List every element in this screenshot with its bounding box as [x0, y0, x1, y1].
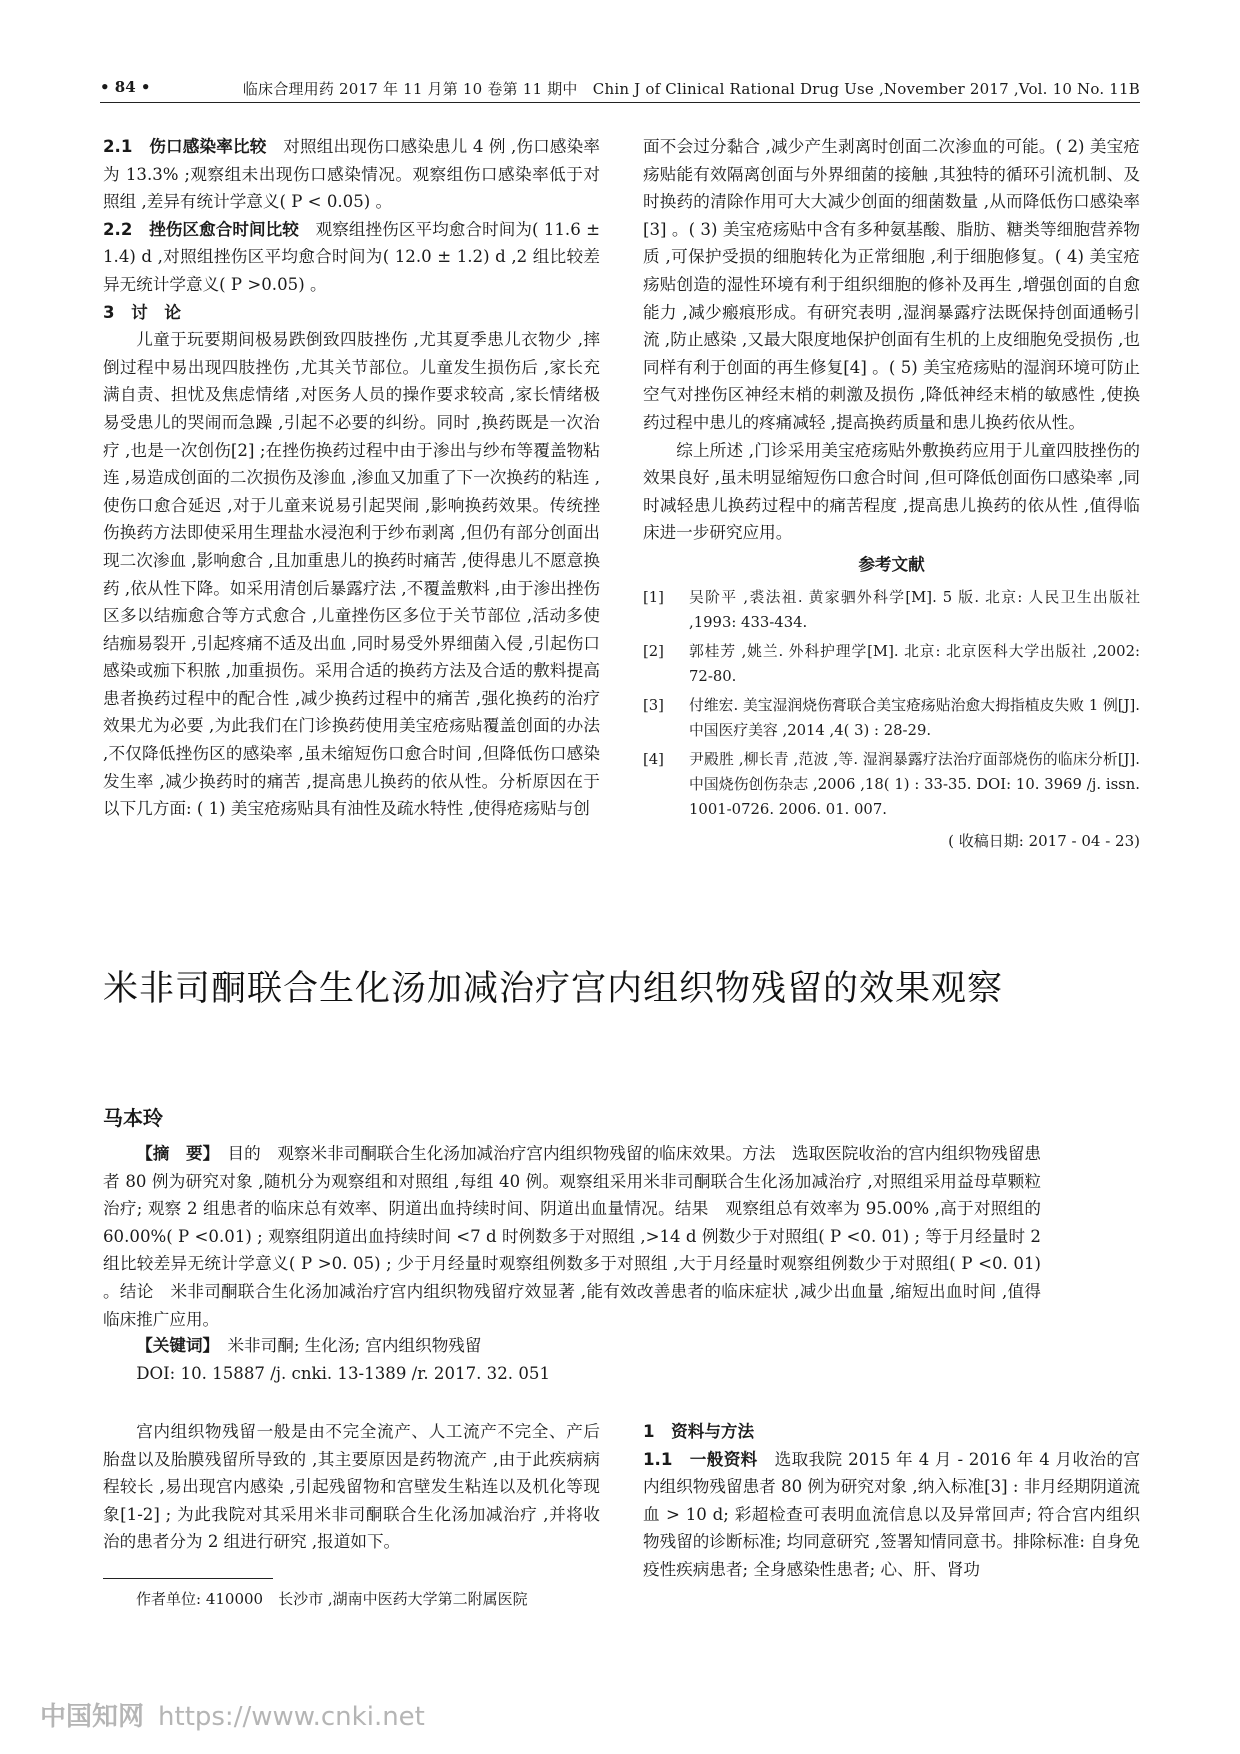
- article-right-column: [643, 1418, 1140, 1584]
- section-2-1-text: 对照组出现伤口感染患儿 4 例 ,伤口感染率为 13.3% ;观察组未出现伤口感染情况。观察组伤口感染率低于对照组 ,差异有统计学意义( P < 0.05) 。: [103, 137, 600, 212]
- cnki-watermark: [40, 1696, 425, 1733]
- reference-number: [3]: [643, 696, 664, 714]
- section-1-1-heading: 1.1 一般资料: [643, 1449, 758, 1469]
- prev-article-left-column: [103, 133, 600, 823]
- keywords-text: 米非司酮; 生化汤; 宫内组织物残留: [227, 1336, 482, 1355]
- reference-list: [643, 585, 1140, 822]
- abstract-text: 目的 观察米非司酮联合生化汤加减治疗宫内组织物残留的临床效果。方法 选取医院收治的宫内组织物残留患者 80 例为研究对象 ,随机分为观察组和对照组 ,每组 40 例。观察组采用米非司酮联合生化汤加减治疗 ,对照组采用益母草颗粒治疗; 观察 2 组患者的临床总有效率、阴道出血持续时间、阴道出血量情况。结果 观察组总有效率为 95.00% ,高于对照组的 60.00%( P <0.01) ; 观察组阴道出血持续时间 <7 d 时例数多于对照组 ,>14 d 例数少于对照组( P <0. 01) ; 等于月经量时 2 组比较差异无统计学意义( P >0. 05) ; 少于月经量时观察组例数多于对照组 ,大于月经量时观察组例数少于对照组( P <0. 01) 。结论 米非司酮联合生化汤加减治疗宫内组织物残留疗效显著 ,能有效改善患者的临床症状 ,减少出血量 ,缩短出血时间 ,值得临床推广应用。: [103, 1144, 1042, 1329]
- intro-paragraph: 宫内组织物残留一般是由不完全流产、人工流产不完全、产后胎盘以及胎膜残留所导致的 ,其主要原因是药物流产 ,由于此疾病病程较长 ,易出现宫内感染 ,引起残留物和宫壁发生粘连以及机化等现象[1-2] ; 为此我院对其采用米非司酮联合生化汤加减治疗 ,并将收治的患者分为 2 组进行研究 ,报道如下。: [103, 1422, 600, 1552]
- received-date: ( 收稿日期: 2017 - 04 - 23): [948, 831, 1140, 850]
- reference-number: [4]: [643, 750, 664, 768]
- header-rule: [100, 102, 1140, 103]
- section-1-1-text: 选取我院 2015 年 4 月 - 2016 年 4 月收治的宫内组织物残留患者 80 例为研究对象 ,纳入标准[3] : 非月经期阴道流血 > 10 d; 彩超检查可表明血流信息以及异常回声; 符合宫内组织物残留的诊断标准; 均同意研究 ,签署知情同意书。排除标准: 自身免疫性疾病患者; 全身感染性患者; 心、肝、肾功: [643, 1449, 1140, 1579]
- cnki-url: https://www.cnki.net: [158, 1702, 425, 1732]
- reference-item: [643, 585, 1140, 635]
- reference-text: 郭桂芳 ,姚兰. 外科护理学[M]. 北京: 北京医科大学出版社 ,2002: 72-80.: [689, 642, 1140, 685]
- conclusion-paragraph: 综上所述 ,门诊采用美宝疮疡贴外敷换药应用于儿童四肢挫伤的效果良好 ,虽未明显缩短伤口愈合时间 ,但可降低创面伤口感染率 ,同时减轻患儿换药过程中的痛苦程度 ,提高患儿换药的依从性 ,值得临床进一步研究应用。: [643, 440, 1140, 543]
- running-header: [100, 78, 1140, 102]
- result-2-2: [103, 216, 600, 299]
- result-2-1: [103, 133, 600, 216]
- reference-number: [1]: [643, 588, 664, 606]
- reference-item: [643, 747, 1140, 822]
- reference-item: [643, 639, 1140, 689]
- section-2-2-text: 观察组挫伤区平均愈合时间为( 11.6 ± 1.4) d ,对照组挫伤区平均愈合时间为( 12.0 ± 1.2) d ,2 组比较差异无统计学意义( P >0.05) 。: [103, 219, 600, 294]
- references-heading: 参考文献: [858, 554, 925, 574]
- article-doi: DOI: 10. 15887 /j. cnki. 13-1389 /r. 2017. 32. 051: [136, 1363, 551, 1383]
- section-1-1-paragraph: [643, 1446, 1140, 1584]
- reference-text: 尹殿胜 ,柳长青 ,范波 ,等. 湿润暴露疗法治疗面部烧伤的临床分析[J]. 中国烧伤创伤杂志 ,2006 ,18( 1) : 33-35. DOI: 10. 3969 /j. issn. 1001-0726. 2006. 01. 007.: [689, 750, 1140, 818]
- section-2-2-heading: 2.2 挫伤区愈合时间比较: [103, 219, 299, 239]
- footnote-rule: [103, 1578, 273, 1579]
- prev-article-right-column: [643, 133, 1140, 855]
- article-left-column: [103, 1418, 600, 1556]
- discussion-paragraph: 儿童于玩要期间极易跌倒致四肢挫伤 ,尤其夏季患儿衣物少 ,摔倒过程中易出现四肢挫伤 ,尤其关节部位。儿童发生损伤后 ,家长充满自责、担忧及焦虑情绪 ,对医务人员的操作要求较高 ,家长情绪极易受患儿的哭闹而急躁 ,引起不必要的纠纷。同时 ,换药既是一次治疗 ,也是一次创伤[2] ;在挫伤换药过程中由于渗出与纱布等覆盖物粘连 ,易造成创面的二次损伤及渗血 ,渗血又加重了下一次换药的粘连 ,使伤口愈合延迟 ,对于儿童来说易引起哭闹 ,影响换药效果。传统挫伤换药方法即使采用生理盐水浸泡利于纱布剥离 ,但仍有部分创面出现二次渗血 ,影响愈合 ,且加重患儿的换药时痛苦 ,使得患儿不愿意换药 ,依从性下降。如采用清创后暴露疗法 ,不覆盖敷料 ,由于渗出挫伤区多以结痂愈合等方式愈合 ,儿童挫伤区多位于关节部位 ,活动多使结痂易裂开 ,引起疼痛不适及出血 ,同时易受外界细菌入侵 ,引起伤口感染或痂下积脓 ,加重损伤。采用合适的换药方法及合适的敷料提高患者换药过程中的配合性 ,减少换药过程中的痛苦 ,强化换药的治疗效果尤为必要 ,为此我们在门诊换药使用美宝疮疡贴覆盖创面的办法 ,不仅降低挫伤区的感染率 ,虽未缩短伤口愈合时间 ,但降低伤口感染发生率 ,减少换药时的痛苦 ,提高患儿换药的依从性。分析原因在于以下几方面: ( 1) 美宝疮疡贴具有油性及疏水特性 ,使得疮疡贴与创: [103, 330, 600, 819]
- section-3-heading: 3 讨 论: [103, 302, 181, 322]
- cnki-logo: 中国知网: [40, 1702, 145, 1732]
- reference-text: 付维宏. 美宝湿润烧伤膏联合美宝疮疡贴治愈大拇指植皮失败 1 例[J]. 中国医疗美容 ,2014 ,4( 3) : 28-29.: [689, 696, 1140, 739]
- article-author: 马本玲: [103, 1106, 163, 1130]
- reference-text: 吴阶平 ,裘法祖. 黄家驷外科学[M]. 5 版. 北京: 人民卫生出版社 ,1993: 433-434.: [689, 588, 1140, 631]
- article-title: 米非司酮联合生化汤加减治疗宫内组织物残留的效果观察: [103, 969, 1004, 1009]
- reference-item: [643, 693, 1140, 743]
- abstract-label: 【摘 要】: [136, 1144, 211, 1163]
- page-number: • 84 •: [100, 78, 151, 96]
- keywords-block: [103, 1332, 1041, 1387]
- discussion-continued: 面不会过分黏合 ,减少产生剥离时创面二次渗血的可能。( 2) 美宝疮疡贴能有效隔离创面与外界细菌的接触 ,其独特的循环引流机制、及时换药的清除作用可大大减少创面的细菌数量 ,从而降低伤口感染率[3] 。( 3) 美宝疮疡贴中含有多种氨基酸、脂肪、糖类等细胞营养物质 ,可保护受损的细胞转化为正常细胞 ,利于细胞修复。( 4) 美宝疮疡贴创造的湿性环境有利于组织细胞的修补及再生 ,增强创面的自愈能力 ,减少瘢痕形成。有研究表明 ,湿润暴露疗法既保持创面通畅引流 ,防止感染 ,又最大限度地保护创面有生机的上皮细胞免受损伤 ,也同样有利于创面的再生修复[4] 。( 5) 美宝疮疡贴的湿润环境可防止空气对挫伤区神经末梢的刺激及损伤 ,降低神经末梢的敏感性 ,使换药过程中患儿的疼痛减轻 ,提高换药质量和患儿换药依从性。: [643, 137, 1140, 432]
- reference-number: [2]: [643, 642, 664, 660]
- author-affiliation: 作者单位: 410000 长沙市 ,湖南中医药大学第二附属医院: [136, 1590, 528, 1608]
- journal-citation: 临床合理用药 2017 年 11 月第 10 卷第 11 期中 Chin J of Clinical Rational Drug Use ,November 2017 ,Vol. 10 No. 11B: [242, 80, 1140, 98]
- section-1-heading: 1 资料与方法: [643, 1422, 755, 1441]
- keywords-label: 【关键词】: [136, 1336, 211, 1355]
- section-2-1-heading: 2.1 伤口感染率比较: [103, 137, 267, 156]
- abstract: [103, 1140, 1041, 1333]
